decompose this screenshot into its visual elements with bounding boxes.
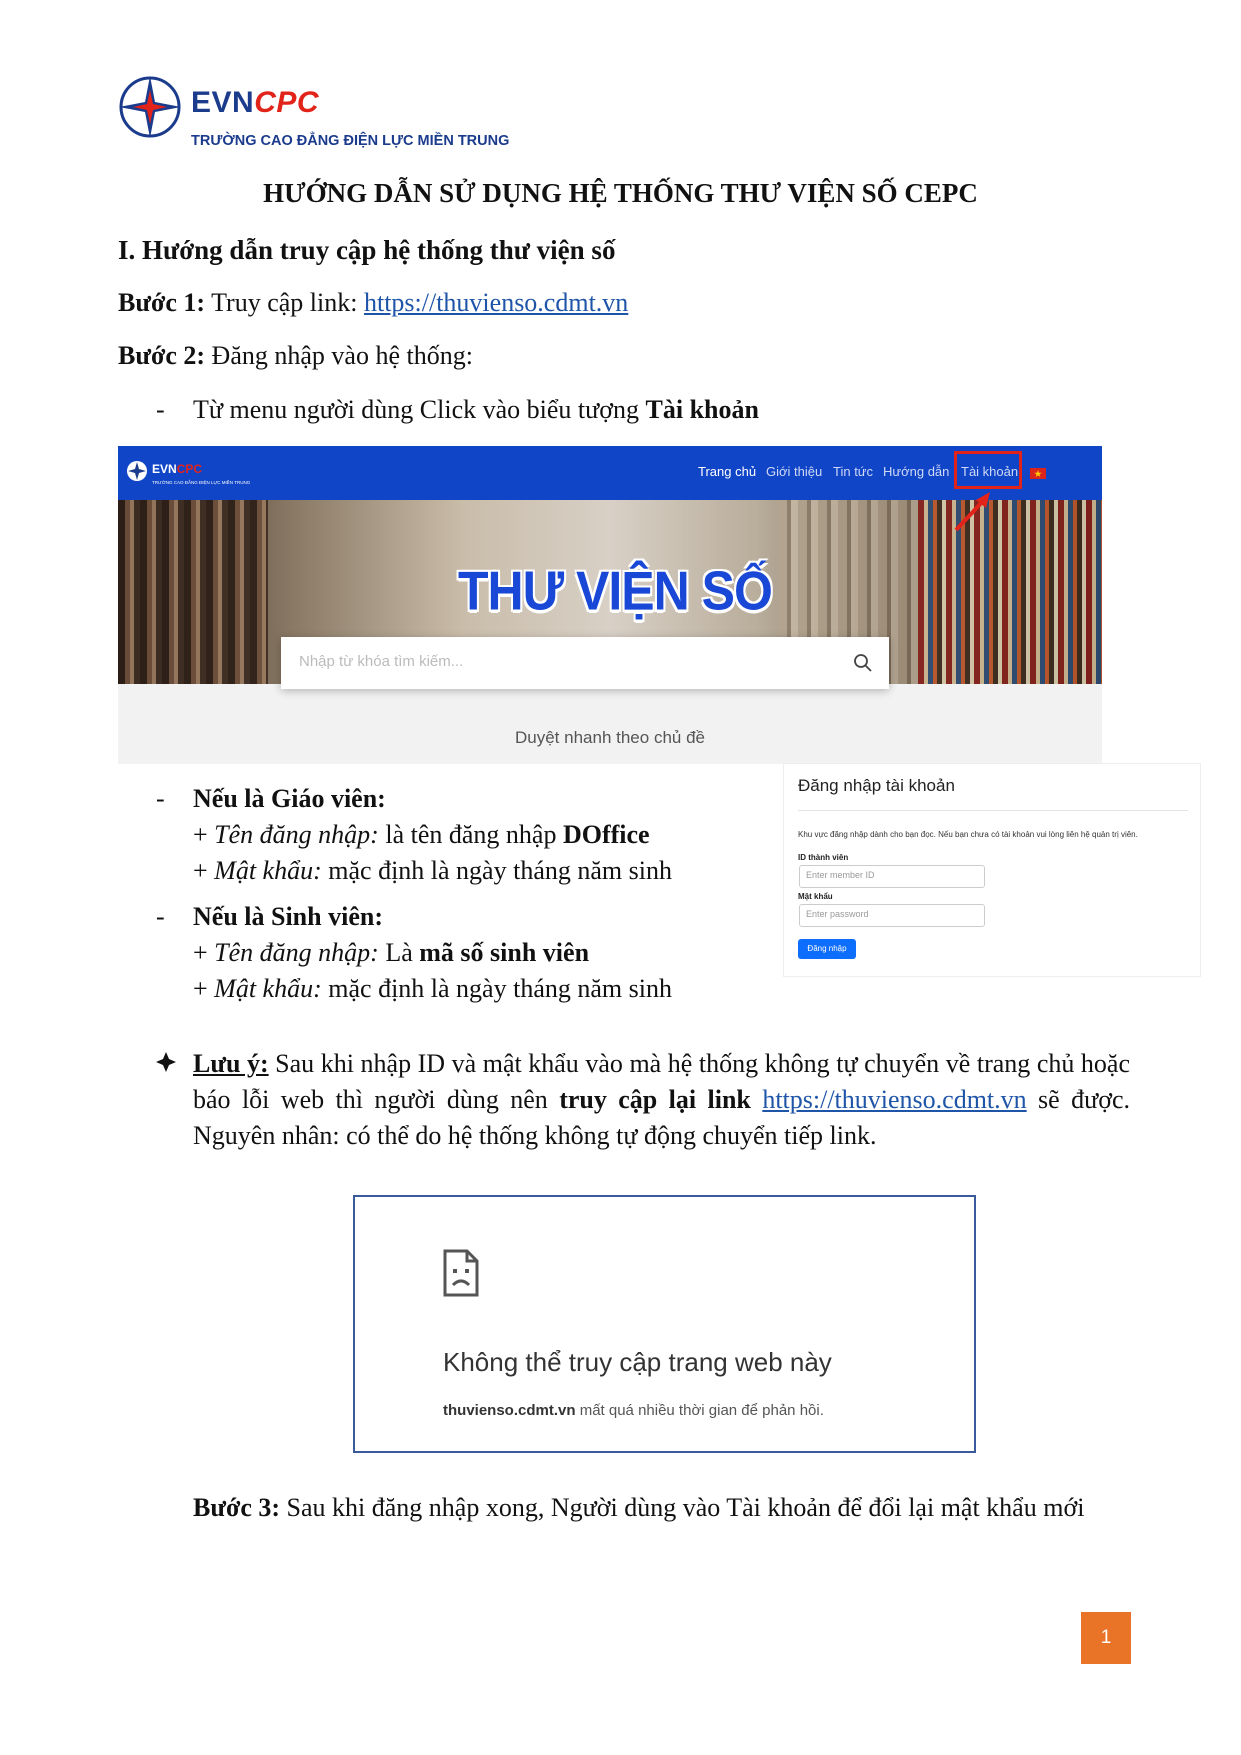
student-dash: - <box>156 902 165 931</box>
teacher-dash: - <box>156 784 165 813</box>
note-link[interactable]: https://thuvienso.cdmt.vn <box>762 1085 1027 1114</box>
page-number: 1 <box>1081 1612 1131 1664</box>
password-label: Mật khẩu <box>798 892 833 901</box>
login-title: Đăng nhập tài khoản <box>798 776 955 795</box>
student-username-text: Là <box>378 938 420 967</box>
note-bold: truy cập lại link <box>559 1085 751 1114</box>
search-placeholder: Nhập từ khóa tìm kiếm... <box>299 653 464 670</box>
step1-line <box>118 285 628 321</box>
member-id-label: ID thành viên <box>798 853 849 862</box>
bullet-account-text: Từ menu người dùng Click vào biểu tượng <box>193 395 646 424</box>
teacher-password-label: Mật khẩu: <box>214 856 322 885</box>
error-title: Không thể truy cập trang web này <box>443 1347 832 1377</box>
note-text-1: Sau khi nhập ID và mật khẩu vào mà hệ thống không tự chuyển về trang chủ hoặc báo lỗi web thì người dùng nên <box>193 1049 1131 1114</box>
error-message: mất quá nhiều thời gian để phản hồi. <box>575 1402 824 1419</box>
logo-cpc: CPC <box>254 86 320 119</box>
teacher-username-line: + Tên đăng nhập: là tên đăng nhập DOffice <box>193 820 650 849</box>
student-username-line: + Tên đăng nhập: Là mã số sinh viên <box>193 938 590 967</box>
error-domain: thuvienso.cdmt.vn <box>443 1402 576 1419</box>
bullet-dash: - <box>156 395 165 424</box>
step3-paragraph <box>193 1490 1093 1526</box>
step3-text: Sau khi đăng nhập xong, Người dùng vào Tài khoản để đổi lại mật khẩu mới <box>280 1493 1085 1522</box>
browse-by-topic: Duyệt nhanh theo chủ đề <box>515 728 705 747</box>
note-paragraph <box>193 1046 1130 1154</box>
diamond-bullet-icon <box>155 1051 177 1073</box>
error-message-line <box>443 1402 824 1419</box>
nav-about[interactable]: Giới thiệu <box>766 464 823 479</box>
student-password-label: Mật khẩu: <box>214 974 322 1003</box>
vietnam-flag-icon[interactable] <box>1030 468 1046 479</box>
teacher-username-label: Tên đăng nhập: <box>214 820 379 849</box>
sad-page-icon <box>441 1249 481 1299</box>
bullet-account-bold: Tài khoản <box>645 395 759 424</box>
note-label: Lưu ý: <box>193 1049 269 1078</box>
member-id-placeholder: Enter member ID <box>806 870 875 880</box>
student-username-label: Tên đăng nhập: <box>214 938 379 967</box>
hero-title: THƯ VIỆN SỐ <box>458 560 772 622</box>
home-screenshot <box>118 446 1102 764</box>
student-password-text: mặc định là ngày tháng năm sinh <box>321 974 672 1003</box>
student-username-bold: mã số sinh viên <box>419 938 590 967</box>
password-placeholder: Enter password <box>806 909 869 919</box>
evncpc-logo <box>115 72 515 152</box>
error-screenshot <box>353 1195 976 1453</box>
site-logo-icon <box>126 460 148 482</box>
nav-guide[interactable]: Hướng dẫn <box>883 464 950 479</box>
search-box[interactable] <box>281 637 889 689</box>
search-icon[interactable] <box>853 653 873 673</box>
teacher-heading: Nếu là Giáo viên: <box>193 784 386 813</box>
document-title: HƯỚNG DẪN SỬ DỤNG HỆ THỐNG THƯ VIỆN SỐ CEPC <box>263 178 978 208</box>
step2-line <box>118 338 473 374</box>
password-input[interactable] <box>799 904 985 927</box>
teacher-password-line: + Mật khẩu: mặc định là ngày tháng năm sinh <box>193 856 672 885</box>
nav-account[interactable]: Tài khoản <box>961 464 1019 479</box>
step2-label: Bước 2: <box>118 341 206 370</box>
teacher-password-text: mặc định là ngày tháng năm sinh <box>321 856 672 885</box>
login-screenshot <box>783 763 1201 977</box>
student-heading: Nếu là Sinh viên: <box>193 902 383 931</box>
evn-star-icon <box>117 74 183 140</box>
section-heading: I. Hướng dẫn truy cập hệ thống thư viện số <box>118 235 616 265</box>
note-text-2: sẽ được. Nguyên nhân: có thể do hệ thống không tự động chuyển tiếp link. <box>193 1085 1131 1150</box>
teacher-username-text: là tên đăng nhập <box>378 820 563 849</box>
login-divider <box>798 810 1188 811</box>
logo-subtitle: TRƯỜNG CAO ĐẲNG ĐIỆN LỰC MIỀN TRUNG <box>191 133 510 149</box>
teacher-username-bold: DOffice <box>562 820 650 849</box>
site-logo-sub: TRƯỜNG CAO ĐẲNG ĐIỆN LỰC MIỀN TRUNG <box>152 480 251 485</box>
step1-text: Truy cập link: <box>205 288 364 317</box>
nav-home[interactable]: Trang chủ <box>698 464 757 479</box>
red-arrow-icon <box>950 488 1000 538</box>
login-description: Khu vực đăng nhập dành cho bạn đọc. Nếu bạn chưa có tài khoản vui lòng liên hệ quản trị viên. <box>798 830 1138 839</box>
step1-label: Bước 1: <box>118 288 206 317</box>
nav-news[interactable]: Tin tức <box>833 464 874 479</box>
logo-evn: EVN <box>191 86 255 119</box>
bullet-account-line <box>193 392 759 428</box>
student-password-line: + Mật khẩu: mặc định là ngày tháng năm sinh <box>193 974 672 1003</box>
step3-label: Bước 3: <box>193 1493 281 1522</box>
step2-text: Đăng nhập vào hệ thống: <box>205 341 473 370</box>
library-link[interactable]: https://thuvienso.cdmt.vn <box>363 288 629 317</box>
site-logo-evn: EVN <box>152 462 177 476</box>
member-id-input[interactable] <box>799 865 985 888</box>
login-submit-button[interactable]: Đăng nhập <box>798 939 856 959</box>
site-logo-cpc: CPC <box>176 462 203 476</box>
